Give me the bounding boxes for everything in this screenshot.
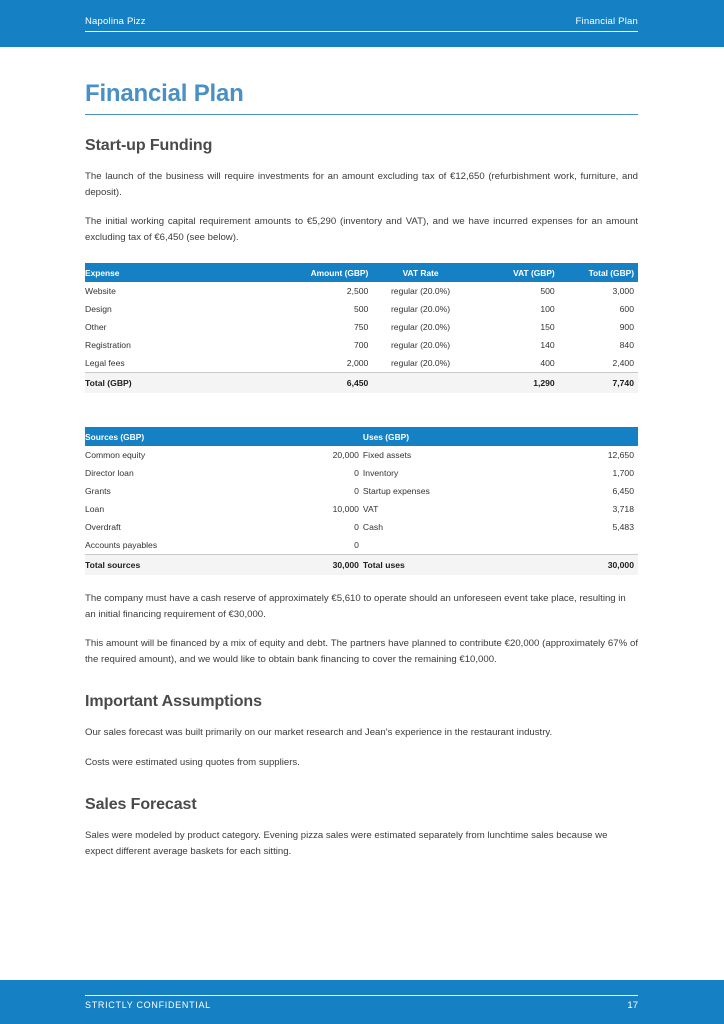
cell-source-label: Loan — [85, 504, 105, 514]
cell-use-amount — [551, 536, 638, 555]
cell-source-amount: 0 — [354, 468, 359, 478]
cell-total-sources-label: Total sources — [85, 555, 283, 576]
cell-total-uses-label: Total uses — [363, 555, 551, 576]
cell-total-uses-amount: 30,000 — [551, 555, 638, 576]
cell-total-amount: 6,450 — [286, 373, 372, 394]
table-row — [85, 518, 638, 536]
column-header-expense: Expense — [85, 263, 286, 282]
page-header-banner — [0, 0, 724, 47]
cell-source-amount: 10,000 — [332, 504, 359, 514]
cell-vat: 100 — [540, 304, 555, 314]
cell-total-vat: 1,290 — [473, 373, 559, 394]
cell-vat: 400 — [540, 358, 555, 368]
section-heading-sales-forecast: Sales Forecast — [85, 796, 197, 813]
table-row — [85, 446, 638, 464]
cell-source-label: Common equity — [85, 450, 146, 460]
table-total-row — [85, 373, 638, 394]
cell-total-label: Total (GBP) — [85, 373, 286, 394]
cell-vat-rate: regular (20.0%) — [390, 322, 451, 332]
cell-amount: 500 — [353, 304, 369, 314]
cell-use-label: Cash — [362, 522, 383, 532]
header-document-title: Financial Plan — [575, 16, 638, 27]
column-header-uses: Uses (GBP) — [363, 427, 551, 446]
table-row — [85, 464, 638, 482]
cell-total: 840 — [619, 340, 634, 350]
cell-use-amount: 3,718 — [612, 504, 634, 514]
page-footer-content — [85, 995, 638, 1011]
cell-use-label: Inventory — [362, 468, 399, 478]
cell-source-amount: 0 — [354, 522, 359, 532]
cell-use-amount: 5,483 — [612, 522, 634, 532]
cell-total: 900 — [619, 322, 634, 332]
cell-total: 3,000 — [612, 286, 634, 296]
cell-source-label: Grants — [85, 486, 111, 496]
cell-use-amount: 1,700 — [612, 468, 634, 478]
cell-total: 600 — [619, 304, 634, 314]
cell-total-total: 7,740 — [559, 373, 638, 394]
cell-expense-name: Website — [85, 286, 116, 296]
cell-vat-rate: regular (20.0%) — [390, 286, 451, 296]
cell-amount: 700 — [353, 340, 369, 350]
cell-source-label: Overdraft — [85, 522, 121, 532]
table-header-row — [85, 263, 638, 282]
page-header-content — [85, 16, 638, 32]
page-title: Financial Plan — [85, 80, 638, 115]
table-row — [85, 500, 638, 518]
footer-confidentiality-notice: STRICTLY CONFIDENTIAL — [85, 1000, 211, 1010]
cell-vat: 140 — [540, 340, 555, 350]
section-heading-important-assumptions: Important Assumptions — [85, 693, 262, 710]
cell-source-amount: 0 — [354, 540, 359, 550]
column-header-total: Total (GBP) — [559, 263, 638, 282]
page-footer-banner — [0, 980, 724, 1024]
table-row — [85, 354, 638, 373]
cell-source-amount: 0 — [354, 486, 359, 496]
cell-use-label: Startup expenses — [362, 486, 430, 496]
column-header-vat: VAT (GBP) — [473, 263, 559, 282]
cell-vat-rate: regular (20.0%) — [390, 304, 451, 314]
table-row — [85, 318, 638, 336]
paragraph-costs-estimated: Costs were estimated using quotes from suppliers. — [85, 756, 300, 768]
cell-amount: 2,500 — [346, 286, 369, 296]
paragraph-sales-modeling: Sales were modeled by product category. Evening pizza sales were estimated separately from lunchtime sales because we expect different average baskets for each sitting. — [85, 830, 608, 857]
cell-total: 2,400 — [612, 358, 634, 368]
cell-expense-name: Legal fees — [85, 358, 125, 368]
expense-table — [85, 263, 638, 393]
cell-total-sources-amount: 30,000 — [283, 555, 363, 576]
cell-total-vat-rate — [372, 373, 472, 394]
cell-use-label: VAT — [362, 504, 379, 514]
header-company-name: Napolina Pizz — [85, 16, 146, 27]
sources-uses-table — [85, 427, 638, 575]
column-header-uses-amount — [551, 427, 638, 446]
footer-page-number: 17 — [627, 1000, 638, 1011]
cell-use-label — [363, 536, 551, 555]
cell-vat: 150 — [540, 322, 555, 332]
table-row — [85, 482, 638, 500]
cell-use-amount: 12,650 — [607, 450, 634, 460]
paragraph-cash-reserve: The company must have a cash reserve of approximately €5,610 to operate should an unforeseen event take place, resulting in an initial financing requirement of €30,000. — [85, 593, 626, 620]
column-header-amount: Amount (GBP) — [286, 263, 372, 282]
paragraph-financing-mix: This amount will be financed by a mix of equity and debt. The partners have planned to contribute €20,000 (approximately 67% of the required amount), and we would like to obtain bank financing to cover the remaining €10,000. — [85, 638, 638, 665]
table-total-row — [85, 555, 638, 576]
table-row — [85, 536, 638, 555]
cell-amount: 2,000 — [346, 358, 369, 368]
cell-source-amount: 20,000 — [332, 450, 359, 460]
table-header-row — [85, 427, 638, 446]
cell-vat: 500 — [540, 286, 555, 296]
table-row — [85, 336, 638, 354]
cell-expense-name: Registration — [85, 340, 131, 350]
cell-expense-name: Design — [85, 304, 112, 314]
table-row — [85, 282, 638, 300]
cell-use-amount: 6,450 — [612, 486, 634, 496]
cell-expense-name: Other — [85, 322, 107, 332]
paragraph-sales-forecast-basis: Our sales forecast was built primarily on our market research and Jean's experience in the restaurant industry. — [85, 727, 553, 738]
document-body — [85, 47, 638, 859]
paragraph-launch-investments: The launch of the business will require investments for an amount excluding tax of €12,650 (refurbishment work, furniture, and deposit). — [85, 171, 638, 198]
cell-vat-rate: regular (20.0%) — [390, 340, 451, 350]
cell-source-label: Accounts payables — [85, 540, 158, 550]
cell-vat-rate: regular (20.0%) — [390, 358, 451, 368]
column-header-vat-rate: VAT Rate — [372, 263, 472, 282]
column-header-sources-amount — [283, 427, 363, 446]
section-heading-startup-funding: Start-up Funding — [85, 137, 213, 154]
table-row — [85, 300, 638, 318]
column-header-sources: Sources (GBP) — [85, 427, 283, 446]
cell-source-label: Director loan — [85, 468, 134, 478]
paragraph-working-capital: The initial working capital requirement amounts to €5,290 (inventory and VAT), and we have incurred expenses for an amount excluding tax of €6,450 (see below). — [85, 216, 638, 243]
cell-amount: 750 — [353, 322, 369, 332]
cell-use-label: Fixed assets — [362, 450, 412, 460]
